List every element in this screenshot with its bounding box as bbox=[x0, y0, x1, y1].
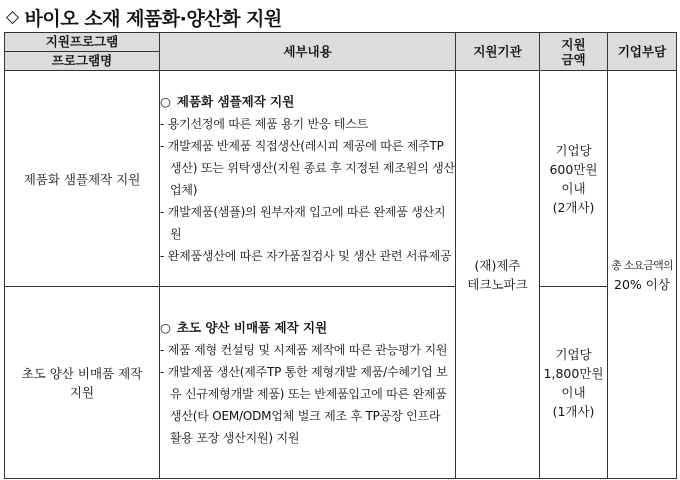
support-table bbox=[4, 32, 677, 479]
detail-heading-text: 초도 양산 비매품 제작 지원 bbox=[176, 319, 328, 335]
table-row bbox=[5, 287, 677, 479]
circle-outline-icon: ○ bbox=[160, 319, 171, 335]
header-row bbox=[5, 33, 677, 71]
amount-line: 이내 bbox=[561, 384, 586, 400]
amount-line: 기업당 bbox=[555, 142, 592, 158]
page-title-text: 바이오 소재 제품화·양산화 지원 bbox=[24, 7, 282, 30]
agency-cell bbox=[456, 71, 540, 479]
agency-line: (재)제주 bbox=[474, 257, 521, 273]
table-row bbox=[5, 71, 677, 287]
header-amount bbox=[540, 33, 608, 71]
burden-line: 총 소요금액의 bbox=[611, 258, 673, 272]
amount-line: (1개사) bbox=[552, 403, 595, 419]
burden-cell bbox=[608, 71, 677, 479]
detail-bullet: - 개발제품 반제품 직접생산(레시피 제공에 따른 제주TP생산) 또는 위탁생산(지원 종료 후 지정된 제조원의 생산업체) bbox=[160, 138, 455, 197]
amount-line: 기업당 bbox=[555, 346, 592, 362]
diamond-outline-icon: ◇ bbox=[6, 7, 19, 27]
amount-line: 1,800만원 bbox=[543, 365, 604, 381]
amount-cell bbox=[540, 287, 608, 479]
detail-cell bbox=[160, 287, 456, 479]
circle-outline-icon: ○ bbox=[160, 93, 171, 109]
detail-bullet: - 개발제품 생산(제주TP 통한 제형개발 제품/수혜기업 보유 신규제형개발 제품) 또는 반제품입고에 따른 완제품생산(타 OEM/ODM업체 벌크 제조 후 TP공장 인프라 활용 포장 생산지원) 지원 bbox=[160, 364, 448, 445]
detail-heading bbox=[160, 317, 455, 339]
header-amount-line2: 금액 bbox=[561, 51, 586, 67]
header-agency: 지원기관 bbox=[456, 33, 540, 71]
header-burden: 기업부담 bbox=[608, 33, 677, 71]
amount-cell bbox=[540, 71, 608, 287]
page-title bbox=[6, 3, 282, 31]
detail-heading bbox=[160, 91, 455, 113]
detail-heading-text: 제품화 샘플제작 지원 bbox=[176, 93, 295, 109]
header-detail: 세부내용 bbox=[160, 33, 456, 71]
detail-bullet: - 완제품생산에 따른 자가품질검사 및 생산 관련 서류제공 bbox=[160, 248, 452, 263]
detail-bullet: - 용기선정에 따른 제품 용기 반응 테스트 bbox=[160, 116, 369, 131]
header-amount-line1: 지원 bbox=[561, 36, 586, 52]
detail-cell bbox=[160, 71, 456, 287]
amount-line: 이내 bbox=[561, 180, 586, 196]
amount-line: 600만원 bbox=[549, 161, 598, 177]
program-name-cell: 초도 양산 비매품 제작 지원 bbox=[5, 287, 160, 479]
detail-bullet: - 개발제품(샘플)의 원부자재 입고에 따른 완제품 생산지원 bbox=[160, 204, 446, 241]
header-program-bottom: 프로그램명 bbox=[51, 53, 113, 68]
amount-line: (2개사) bbox=[552, 199, 595, 215]
detail-bullet: - 제품 제형 컨설팅 및 시제품 제작에 따른 관능평가 지원 bbox=[160, 342, 448, 357]
burden-line: 20% 이상 bbox=[614, 276, 670, 292]
header-program-top: 지원프로그램 bbox=[5, 33, 159, 52]
program-name-cell: 제품화 샘플제작 지원 bbox=[5, 71, 160, 287]
agency-line: 테크노파크 bbox=[467, 276, 528, 292]
header-program bbox=[5, 33, 160, 71]
